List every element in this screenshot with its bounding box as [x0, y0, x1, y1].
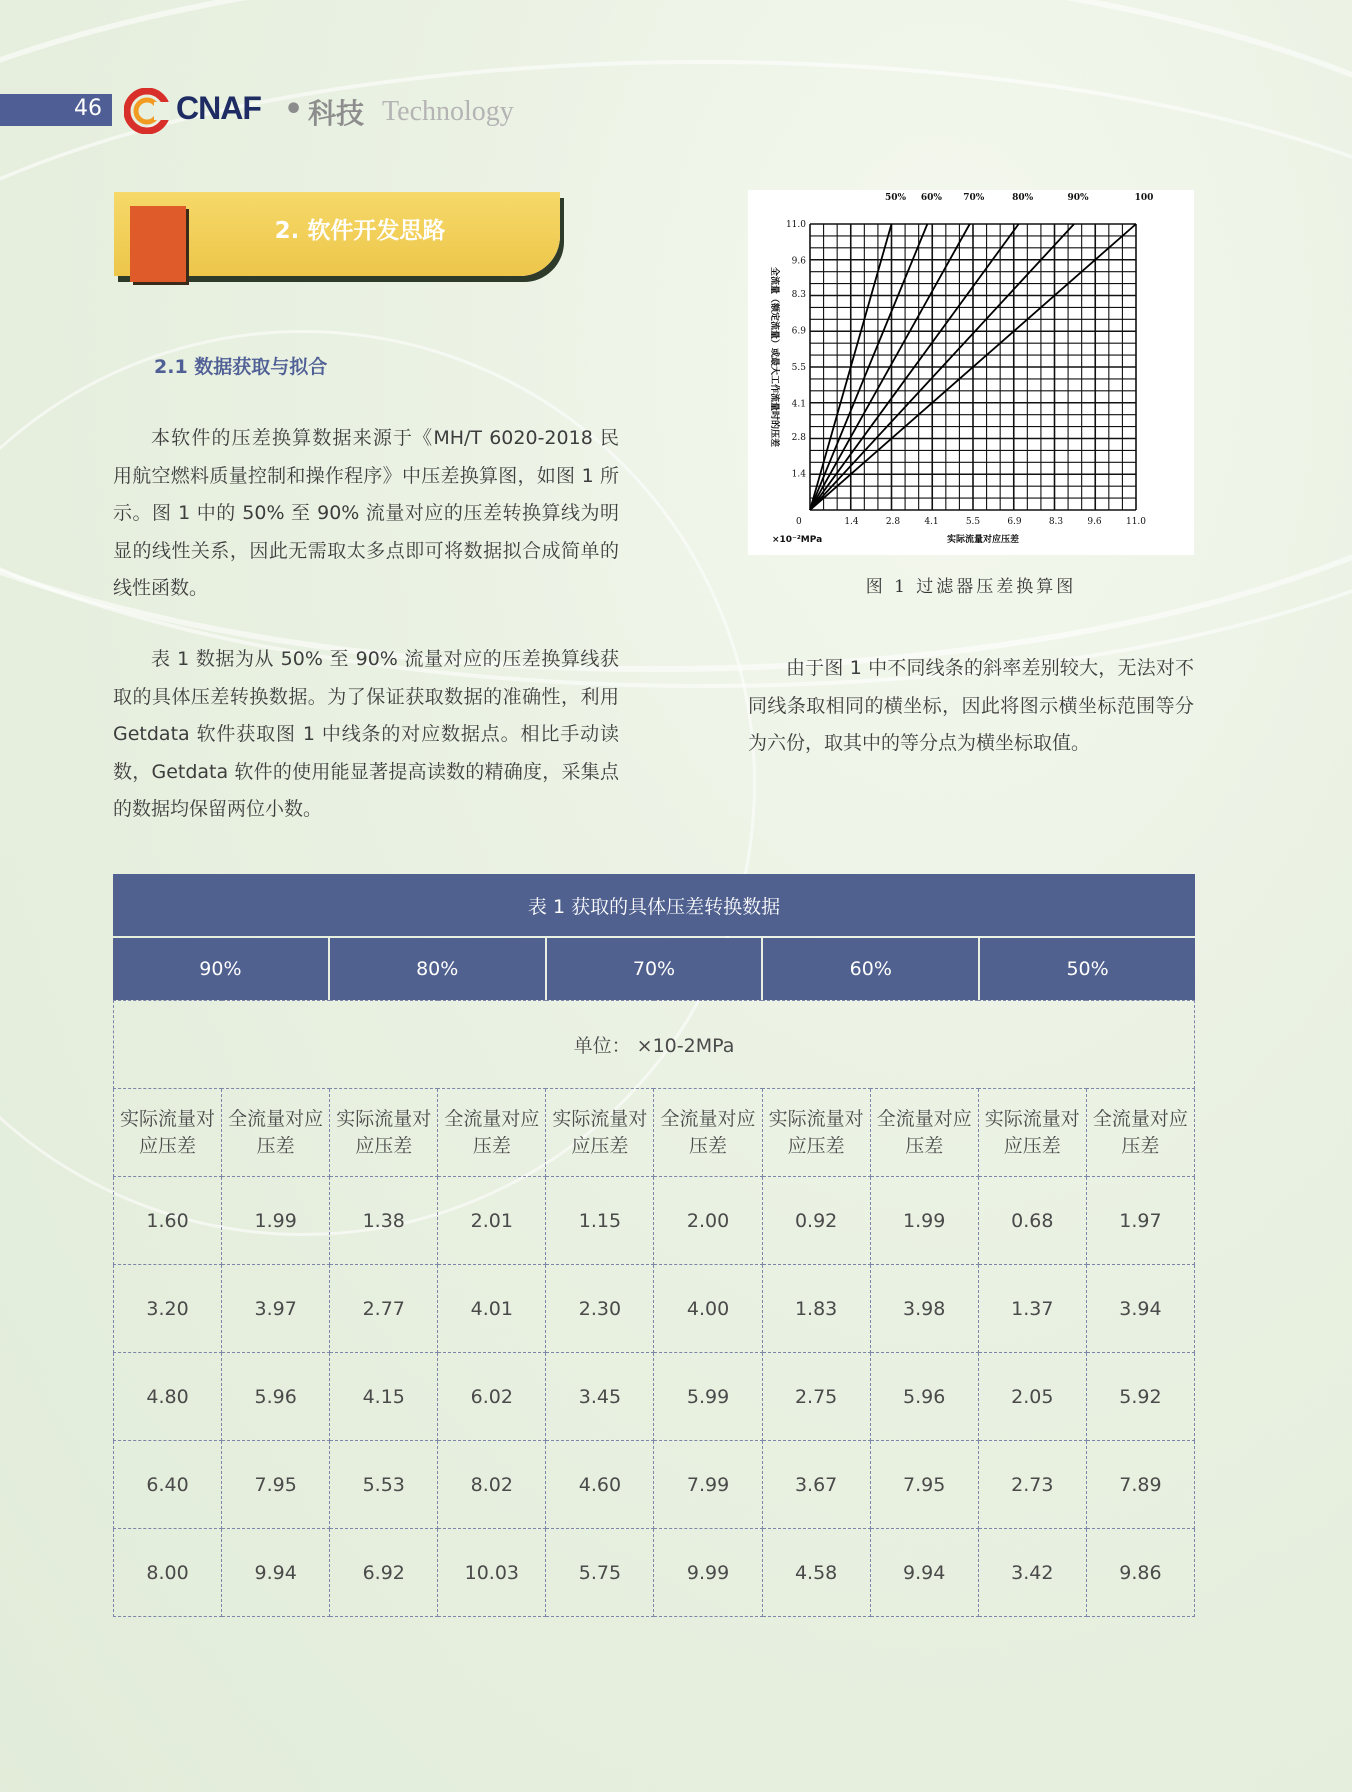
y-tick-label: 1.4 [791, 469, 806, 480]
table-row [114, 1441, 1195, 1529]
table-cell: 5.96 [870, 1353, 978, 1441]
y-tick-label: 2.8 [791, 433, 806, 444]
table-cell: 2.30 [546, 1265, 654, 1353]
table-cell: 1.38 [330, 1177, 438, 1265]
table-row [114, 1529, 1195, 1617]
column-header-actual: 实际流量对应压差 [114, 1089, 222, 1177]
table-cell: 10.03 [438, 1529, 546, 1617]
paragraph-3: 由于图 1 中不同线条的斜率差别较大，无法对不同线条取相同的横坐标，因此将图示横坐标范围等分为六份，取其中的等分点为横坐标取值。 [748, 657, 1194, 754]
column-header-full: 全流量对应压差 [438, 1089, 546, 1177]
y-tick-label: 11.0 [785, 220, 806, 230]
table-cell: 4.60 [546, 1441, 654, 1529]
table-body [114, 1177, 1195, 1617]
series-label: 80% [1012, 193, 1034, 203]
unit-label: ×10⁻²MPa [772, 535, 823, 545]
figure-caption: 图 1 过滤器压差换算图 [865, 577, 1077, 597]
table-cell: 2.75 [762, 1353, 870, 1441]
table-cell: 6.92 [330, 1529, 438, 1617]
table-cell: 5.96 [222, 1353, 330, 1441]
paragraph-2: 表 1 数据为从 50% 至 90% 流量对应的压差换算线获取的具体压差转换数据。为了保证获取数据的准确性，利用 Getdata 软件获取图 1 中线条的对应数据点。相比手动读数，Getdata 软件的使用能显著提高读数的精确度，采集点的数据均保留两位小数。 [113, 648, 619, 820]
column-header-actual: 实际流量对应压差 [546, 1089, 654, 1177]
table-cell: 2.01 [438, 1177, 546, 1265]
table-cell: 9.86 [1086, 1529, 1194, 1617]
filter-pressure-chart [748, 190, 1194, 555]
table-cell: 2.77 [330, 1265, 438, 1353]
table-cell: 5.53 [330, 1441, 438, 1529]
percent-header: 80% [330, 938, 547, 1000]
table-cell: 6.02 [438, 1353, 546, 1441]
series-label: 70% [963, 193, 985, 203]
category-zh: 科技 [308, 97, 365, 130]
x-tick-label: 8.3 [1048, 517, 1064, 527]
table-cell: 3.97 [222, 1265, 330, 1353]
series-label: 60% [920, 193, 942, 203]
table-cell: 3.45 [546, 1353, 654, 1441]
cnaf-logo-icon [124, 88, 170, 134]
origin-label: 0 [796, 517, 802, 527]
table-cell: 2.00 [654, 1177, 762, 1265]
column-header-full: 全流量对应压差 [1086, 1089, 1194, 1177]
table-row [114, 1177, 1195, 1265]
section-banner-accent [130, 206, 186, 282]
table-cell: 3.98 [870, 1265, 978, 1353]
y-tick-label: 6.9 [791, 326, 806, 337]
series-label: 90% [1067, 193, 1089, 203]
column-header-actual: 实际流量对应压差 [330, 1089, 438, 1177]
table-percent-header [113, 938, 1195, 1000]
percent-header: 50% [980, 938, 1195, 1000]
y-tick-label: 8.3 [791, 290, 806, 301]
table-cell: 4.58 [762, 1529, 870, 1617]
table-cell: 4.01 [438, 1265, 546, 1353]
table-cell: 8.02 [438, 1441, 546, 1529]
x-tick-label: 6.9 [1007, 517, 1022, 527]
table-cell: 5.99 [654, 1353, 762, 1441]
table-cell: 5.92 [1086, 1353, 1194, 1441]
chart-svg [748, 190, 1194, 555]
column-header-full: 全流量对应压差 [870, 1089, 978, 1177]
table-cell: 1.15 [546, 1177, 654, 1265]
table-cell: 0.68 [978, 1177, 1086, 1265]
table-cell: 3.20 [114, 1265, 222, 1353]
column-header-actual: 实际流量对应压差 [978, 1089, 1086, 1177]
table-cell: 1.99 [870, 1177, 978, 1265]
x-tick-label: 11.0 [1125, 517, 1147, 527]
table-unit: 单位： ×10-2MPa [114, 1001, 1195, 1089]
table-cell: 1.37 [978, 1265, 1086, 1353]
table-cell: 7.95 [222, 1441, 330, 1529]
table-cell: 0.92 [762, 1177, 870, 1265]
data-table [113, 1000, 1195, 1617]
table-cell: 1.99 [222, 1177, 330, 1265]
table-cell: 6.40 [114, 1441, 222, 1529]
percent-header: 60% [763, 938, 980, 1000]
y-axis-label: 全流量（额定流量）或最大工作流量时的压差 [769, 266, 779, 448]
series-label: 50% [884, 193, 907, 203]
x-tick-label: 1.4 [844, 517, 859, 527]
table-cell: 1.60 [114, 1177, 222, 1265]
brand-name: CNAF [176, 90, 261, 126]
sub-heading: 2.1 数据获取与拟合 [154, 356, 328, 378]
table-cell: 5.75 [546, 1529, 654, 1617]
x-tick-label: 5.5 [965, 517, 981, 527]
table-cell: 7.99 [654, 1441, 762, 1529]
y-tick-label: 5.5 [791, 363, 806, 373]
y-tick-label: 9.6 [791, 256, 806, 267]
x-axis-label: 实际流量对应压差 [946, 535, 1020, 545]
table-title: 表 1 获取的具体压差转换数据 [113, 874, 1195, 936]
table-cell: 9.99 [654, 1529, 762, 1617]
paragraph-1: 本软件的压差换算数据来源于《MH/T 6020-2018 民用航空燃料质量控制和操作程序》中压差换算图，如图 1 所示。图 1 中的 50% 至 90% 流量对应的压差转换算线为明显的线性关系，因此无需取太多点即可将数据拟合成简单的线性函数。 [113, 427, 619, 599]
percent-header: 70% [547, 938, 764, 1000]
page-number: 46 [74, 96, 102, 121]
header-separator: • [284, 92, 304, 127]
table-cell: 2.05 [978, 1353, 1086, 1441]
x-tick-label: 9.6 [1087, 517, 1102, 527]
column-header-actual: 实际流量对应压差 [762, 1089, 870, 1177]
table-cell: 4.00 [654, 1265, 762, 1353]
table-cell: 9.94 [222, 1529, 330, 1617]
table-cell: 2.73 [978, 1441, 1086, 1529]
series-label: 100 [1134, 193, 1154, 203]
x-tick-label: 2.8 [885, 517, 901, 527]
table-cell: 7.89 [1086, 1441, 1194, 1529]
table-cell: 7.95 [870, 1441, 978, 1529]
column-header-full: 全流量对应压差 [222, 1089, 330, 1177]
table-cell: 1.83 [762, 1265, 870, 1353]
table-cell: 3.67 [762, 1441, 870, 1529]
percent-header: 90% [113, 938, 330, 1000]
section-title: 2. 软件开发思路 [274, 218, 446, 244]
column-header-full: 全流量对应压差 [654, 1089, 762, 1177]
x-tick-label: 4.1 [924, 517, 939, 527]
table-row [114, 1353, 1195, 1441]
table-cell: 3.94 [1086, 1265, 1194, 1353]
table-unit-row [114, 1001, 1195, 1089]
category-en: Technology [382, 96, 514, 127]
table-cell: 4.80 [114, 1353, 222, 1441]
table-cell: 3.42 [978, 1529, 1086, 1617]
table-cell: 8.00 [114, 1529, 222, 1617]
table-cell: 9.94 [870, 1529, 978, 1617]
table-row [114, 1265, 1195, 1353]
table-cell: 1.97 [1086, 1177, 1194, 1265]
table-column-header-row [114, 1089, 1195, 1177]
y-tick-label: 4.1 [791, 399, 806, 410]
table-cell: 4.15 [330, 1353, 438, 1441]
